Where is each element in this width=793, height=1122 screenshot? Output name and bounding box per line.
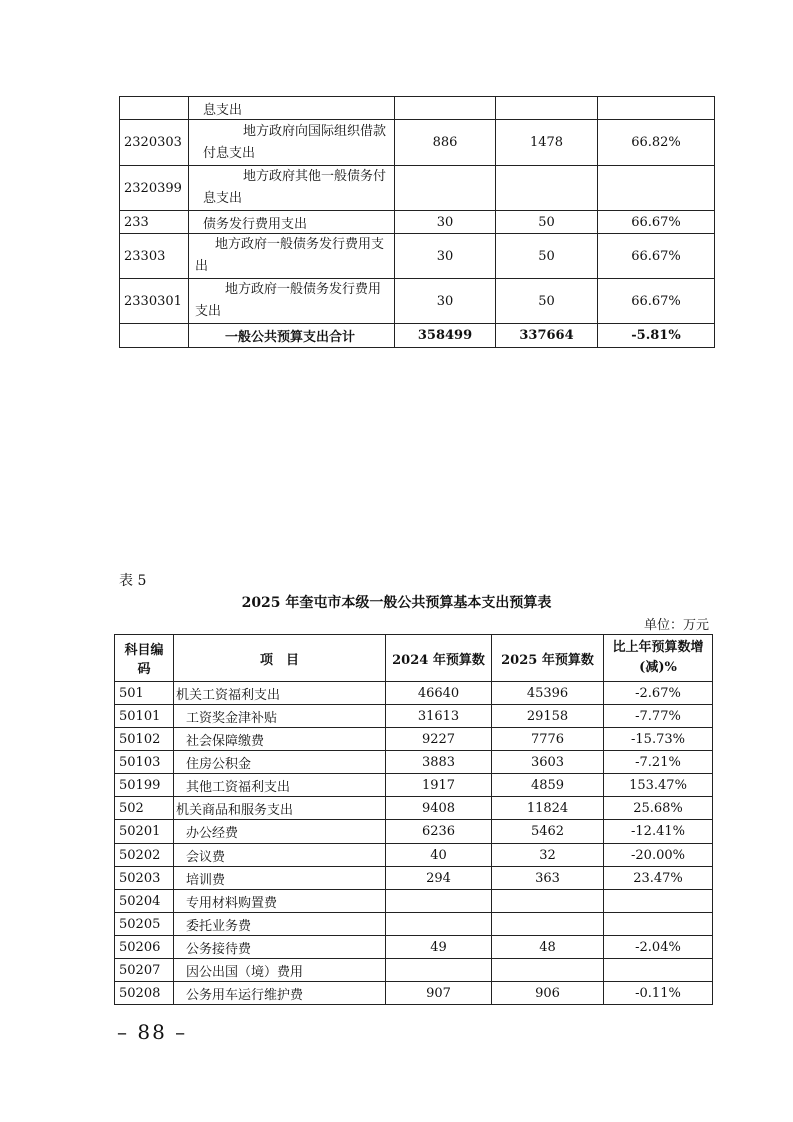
value-2025-cell: 50 xyxy=(496,234,598,279)
change-cell: 66.67% xyxy=(598,211,715,234)
value-2024-cell xyxy=(395,166,496,211)
table-row xyxy=(115,705,713,728)
table-row xyxy=(115,913,713,936)
code-cell: 502 xyxy=(115,797,174,820)
table-row xyxy=(120,234,715,279)
item-cell: 债务发行费用支出 xyxy=(189,211,395,234)
change-cell: -2.67% xyxy=(604,682,713,705)
table-row xyxy=(120,120,715,166)
code-cell: 50202 xyxy=(115,844,174,867)
change-cell: 153.47% xyxy=(604,774,713,797)
value-2025-cell: 7776 xyxy=(492,728,604,751)
item-cell: 机关商品和服务支出 xyxy=(174,797,386,820)
change-cell: 25.68% xyxy=(604,797,713,820)
value-2024-cell xyxy=(386,959,492,982)
value-2024-cell: 30 xyxy=(395,234,496,279)
change-cell xyxy=(598,166,715,211)
total-change-value: -5.81% xyxy=(598,324,715,348)
table-row xyxy=(120,97,715,120)
change-cell: 23.47% xyxy=(604,867,713,890)
value-2024-cell xyxy=(395,97,496,120)
value-2024-cell: 1917 xyxy=(386,774,492,797)
value-2025-cell: 45396 xyxy=(492,682,604,705)
code-cell: 50208 xyxy=(115,982,174,1005)
value-2025-cell xyxy=(492,959,604,982)
value-2024-cell: 30 xyxy=(395,211,496,234)
code-cell: 50205 xyxy=(115,913,174,936)
change-cell: -12.41% xyxy=(604,820,713,844)
code-cell: 2320399 xyxy=(120,166,189,211)
change-cell: -0.11% xyxy=(604,982,713,1005)
table-row xyxy=(115,751,713,774)
table-label: 表 5 xyxy=(119,573,147,589)
item-cell: 会议费 xyxy=(174,844,386,867)
item-cell: 地方政府一般债务发行费用支出 xyxy=(189,234,395,279)
code-cell: 50204 xyxy=(115,890,174,913)
change-cell: 66.67% xyxy=(598,234,715,279)
change-cell: 66.67% xyxy=(598,279,715,324)
table-row xyxy=(115,867,713,890)
value-2024-cell: 31613 xyxy=(386,705,492,728)
table-row xyxy=(115,774,713,797)
code-cell: 50206 xyxy=(115,936,174,959)
change-cell: -15.73% xyxy=(604,728,713,751)
change-cell xyxy=(604,890,713,913)
header-row xyxy=(115,635,713,682)
value-2025-cell: 50 xyxy=(496,211,598,234)
change-cell: -2.04% xyxy=(604,936,713,959)
code-cell xyxy=(120,324,189,348)
table-row xyxy=(115,728,713,751)
value-2025-cell: 1478 xyxy=(496,120,598,166)
top-budget-table xyxy=(119,96,715,348)
value-2025-cell: 906 xyxy=(492,982,604,1005)
table-row xyxy=(115,982,713,1005)
total-row xyxy=(120,324,715,348)
value-2024-cell: 9227 xyxy=(386,728,492,751)
unit-label: 单位：万元 xyxy=(643,618,709,633)
table-title: 2025 年奎屯市本级一般公共预算基本支出预算表 xyxy=(241,595,552,611)
value-2025-cell: 11824 xyxy=(492,797,604,820)
change-cell xyxy=(598,97,715,120)
item-cell: 公务用车运行维护费 xyxy=(174,982,386,1005)
value-2024-cell xyxy=(386,913,492,936)
value-2024-cell: 9408 xyxy=(386,797,492,820)
value-2024-cell: 46640 xyxy=(386,682,492,705)
code-cell: 233 xyxy=(120,211,189,234)
item-cell: 机关工资福利支出 xyxy=(174,682,386,705)
basic-expenditure-table xyxy=(114,634,713,1005)
value-2025-cell: 5462 xyxy=(492,820,604,844)
code-cell: 501 xyxy=(115,682,174,705)
value-2025-cell: 4859 xyxy=(492,774,604,797)
item-cell: 公务接待费 xyxy=(174,936,386,959)
table-row xyxy=(115,890,713,913)
code-cell: 50103 xyxy=(115,751,174,774)
change-cell: -7.77% xyxy=(604,705,713,728)
item-cell: 社会保障缴费 xyxy=(174,728,386,751)
header-code: 科目编码 xyxy=(115,635,174,682)
change-cell xyxy=(604,913,713,936)
value-2024-cell: 30 xyxy=(395,279,496,324)
code-cell: 50207 xyxy=(115,959,174,982)
value-2024-cell xyxy=(386,890,492,913)
table-row xyxy=(120,279,715,324)
change-cell: 66.82% xyxy=(598,120,715,166)
item-cell: 地方政府向国际组织借款付息支出 xyxy=(189,120,395,166)
item-cell: 息支出 xyxy=(189,97,395,120)
change-cell: -7.21% xyxy=(604,751,713,774)
code-cell: 50199 xyxy=(115,774,174,797)
total-label: 一般公共预算支出合计 xyxy=(189,324,395,348)
table-row xyxy=(115,844,713,867)
table-row xyxy=(115,936,713,959)
item-cell: 专用材料购置费 xyxy=(174,890,386,913)
value-2024-cell: 294 xyxy=(386,867,492,890)
item-cell: 地方政府其他一般债务付息支出 xyxy=(189,166,395,211)
item-cell: 工资奖金津补贴 xyxy=(174,705,386,728)
header-2024: 2024 年预算数 xyxy=(386,635,492,682)
header-2025: 2025 年预算数 xyxy=(492,635,604,682)
value-2025-cell: 3603 xyxy=(492,751,604,774)
item-cell: 住房公积金 xyxy=(174,751,386,774)
table-row xyxy=(115,797,713,820)
code-cell: 50203 xyxy=(115,867,174,890)
table-row xyxy=(115,959,713,982)
code-cell xyxy=(120,97,189,120)
table-body xyxy=(115,682,713,1005)
value-2024-cell: 40 xyxy=(386,844,492,867)
value-2024-cell: 886 xyxy=(395,120,496,166)
total-2025-value: 337664 xyxy=(496,324,598,348)
value-2025-cell: 29158 xyxy=(492,705,604,728)
code-cell: 50102 xyxy=(115,728,174,751)
item-cell: 培训费 xyxy=(174,867,386,890)
value-2024-cell: 3883 xyxy=(386,751,492,774)
value-2025-cell xyxy=(496,166,598,211)
page-number: – 88 – xyxy=(117,1020,188,1044)
item-cell: 办公经费 xyxy=(174,820,386,844)
change-cell: -20.00% xyxy=(604,844,713,867)
item-cell: 因公出国（境）费用 xyxy=(174,959,386,982)
table-row xyxy=(120,166,715,211)
item-cell: 委托业务费 xyxy=(174,913,386,936)
value-2025-cell: 50 xyxy=(496,279,598,324)
code-cell: 23303 xyxy=(120,234,189,279)
value-2025-cell: 48 xyxy=(492,936,604,959)
value-2025-cell xyxy=(492,913,604,936)
header-change: 比上年预算数增(减)% xyxy=(604,635,713,682)
value-2025-cell xyxy=(492,890,604,913)
value-2025-cell: 32 xyxy=(492,844,604,867)
code-cell: 2320303 xyxy=(120,120,189,166)
value-2024-cell: 907 xyxy=(386,982,492,1005)
value-2024-cell: 6236 xyxy=(386,820,492,844)
value-2024-cell: 49 xyxy=(386,936,492,959)
table-row xyxy=(115,682,713,705)
item-cell: 地方政府一般债务发行费用支出 xyxy=(189,279,395,324)
value-2025-cell: 363 xyxy=(492,867,604,890)
value-2025-cell xyxy=(496,97,598,120)
code-cell: 2330301 xyxy=(120,279,189,324)
code-cell: 50101 xyxy=(115,705,174,728)
code-cell: 50201 xyxy=(115,820,174,844)
table-row xyxy=(120,211,715,234)
item-cell: 其他工资福利支出 xyxy=(174,774,386,797)
change-cell xyxy=(604,959,713,982)
table-row xyxy=(115,820,713,844)
total-2024-value: 358499 xyxy=(395,324,496,348)
header-item: 项 目 xyxy=(174,635,386,682)
